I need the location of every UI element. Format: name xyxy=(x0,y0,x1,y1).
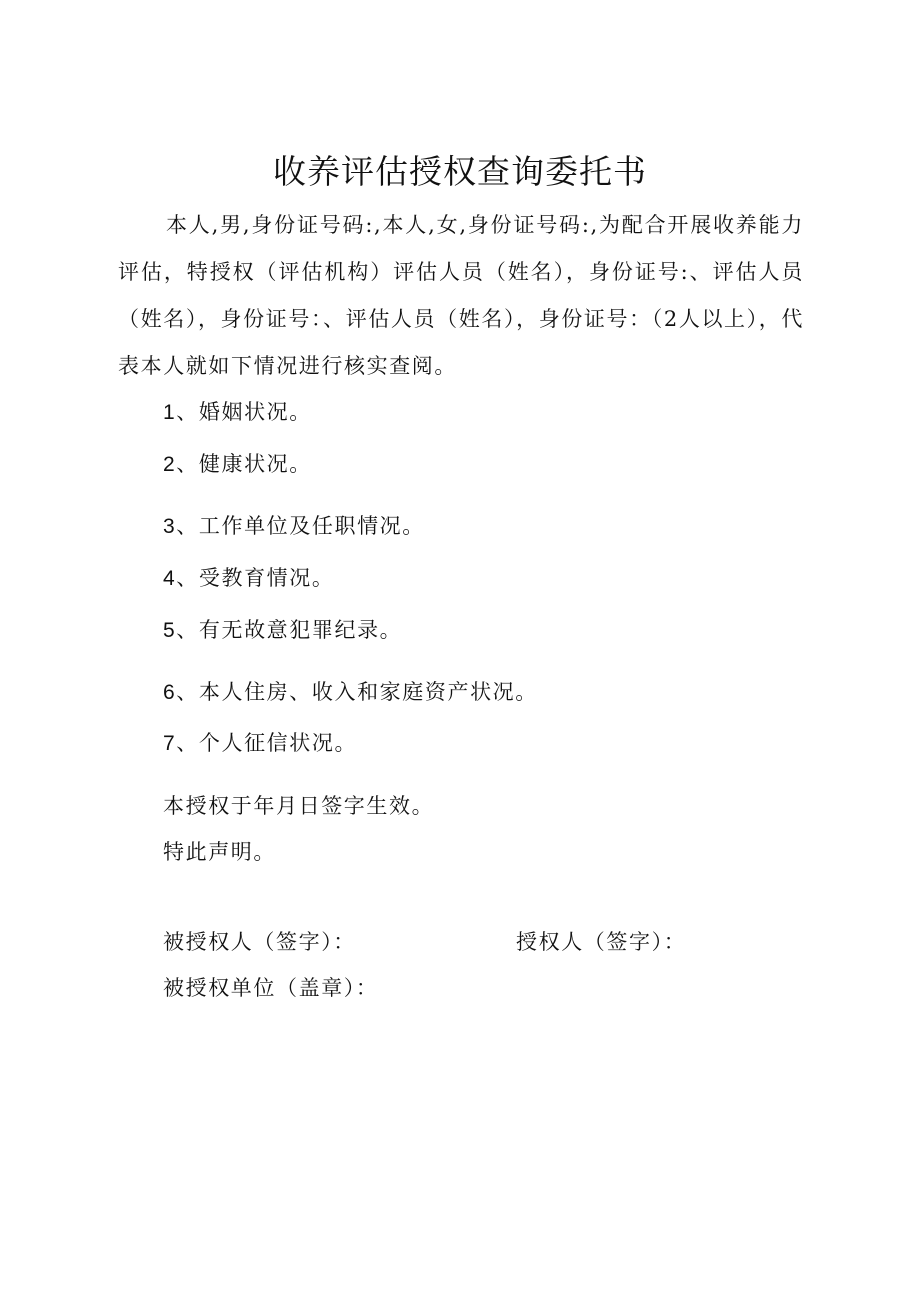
list-item-housing-assets xyxy=(163,677,538,708)
list-item-health xyxy=(163,449,312,480)
list-item-number: 1 xyxy=(163,401,177,424)
list-item-text: 、本人住房、收入和家庭资产状况。 xyxy=(176,680,538,704)
page-title: 收养评估授权查询委托书 xyxy=(273,152,647,191)
list-item-number: 4 xyxy=(163,567,177,590)
list-item-number: 7 xyxy=(163,732,177,755)
list-item-credit xyxy=(163,728,357,759)
list-item-marriage xyxy=(163,397,312,428)
list-item-text: 、个人征信状况。 xyxy=(176,731,358,755)
list-item-criminal-record xyxy=(163,615,402,646)
list-item-text: 、有无故意犯罪纪录。 xyxy=(176,618,403,642)
list-item-number: 2 xyxy=(163,453,177,476)
list-item-number: 5 xyxy=(163,619,177,642)
list-item-text: 、工作单位及任职情况。 xyxy=(176,514,425,538)
list-item-text: 、受教育情况。 xyxy=(176,566,335,590)
declaration-line: 特此声明。 xyxy=(163,840,276,864)
grantor-signature-label: 授权人（签字）： xyxy=(516,930,687,954)
authorization-paragraph: 本人,男,身份证号码:,本人,女,身份证号码:,为配合开展收养能力评估，特授权（评估机构）评估人员（姓名），身份证号:、评估人员（姓名），身份证号：、评估人员（姓名），身份证号：（2人以上），代表本人就如下情况进行核实查阅。 xyxy=(118,213,804,378)
list-item-employment xyxy=(163,511,425,542)
effective-date-line: 本授权于年月日签字生效。 xyxy=(163,794,435,818)
list-item-text: 、健康状况。 xyxy=(176,452,312,476)
list-item-number: 6 xyxy=(163,681,177,704)
list-item-number: 3 xyxy=(163,515,177,538)
list-item-education xyxy=(163,563,334,594)
list-item-text: 、婚姻状况。 xyxy=(176,400,312,424)
authorized-person-signature-label: 被授权人（签字）： xyxy=(163,930,356,954)
authorized-unit-seal-label: 被授权单位（盖章）： xyxy=(163,976,379,1000)
